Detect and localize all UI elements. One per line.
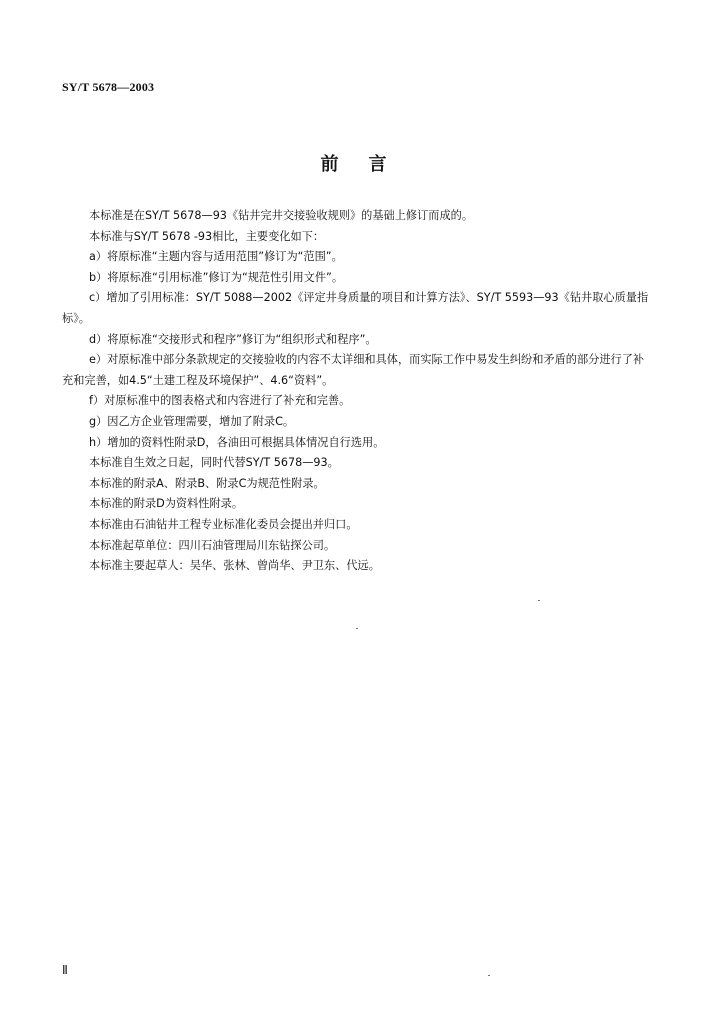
scan-speck <box>538 600 540 601</box>
change-item-d: d）将原标准“交接形式和程序”修订为“组织形式和程序”。 <box>89 332 377 346</box>
change-item-e: e）对原标准中部分条款规定的交接验收的内容不太详细和具体，而实际工作中易发生纠纷和矛盾的部分进行了补充和完善，如4.5“土建工程及环境保护”、4.6“资料”。 <box>62 353 645 387</box>
change-item-c: c）增加了引用标准：SY/T 5088—2002《评定井身质量的项目和计算方法》、SY/T 5593—93《钻井取心质量指标》。 <box>62 291 649 325</box>
paragraph-replaces: 本标准自生效之日起，同时代替SY/T 5678—93。 <box>89 456 339 470</box>
foreword-body <box>62 206 652 577</box>
scan-speck <box>488 975 490 976</box>
scan-speck <box>356 628 358 629</box>
paragraph-intro: 本标准是在SY/T 5678—93《钻井完井交接验收规则》的基础上修订而成的。 <box>89 209 474 222</box>
paragraph-changes-lead: 本标准与SY/T 5678 -93相比，主要变化如下： <box>89 229 325 243</box>
change-item-a: a）将原标准“主题内容与适用范围”修订为“范围”。 <box>89 250 343 264</box>
paragraph-normative-annexes: 本标准的附录A、附录B、附录C为规范性附录。 <box>89 476 325 490</box>
paragraph-proposer: 本标准由石油钻井工程专业标准化委员会提出并归口。 <box>89 517 358 531</box>
change-item-b: b）将原标准“引用标准”修订为“规范性引用文件”。 <box>89 270 344 284</box>
page-number: Ⅱ <box>62 963 68 977</box>
paragraph-informative-annex: 本标准的附录D为资料性附录。 <box>89 497 244 511</box>
page-title: 前言 <box>320 154 417 175</box>
paragraph-drafting-unit: 本标准起草单位：四川石油管理局川东钻探公司。 <box>89 538 336 552</box>
change-item-g: g）因乙方企业管理需要，增加了附录C。 <box>89 414 295 428</box>
change-item-f: f）对原标准中的图表格式和内容进行了补充和完善。 <box>89 394 351 408</box>
paragraph-drafters: 本标准主要起草人：吴华、张林、曾尚华、尹卫东、代远。 <box>89 559 380 573</box>
standard-code-header: SY/T 5678—2003 <box>62 80 155 94</box>
change-item-h: h）增加的资料性附录D，各油田可根据具体情况自行选用。 <box>89 435 385 449</box>
